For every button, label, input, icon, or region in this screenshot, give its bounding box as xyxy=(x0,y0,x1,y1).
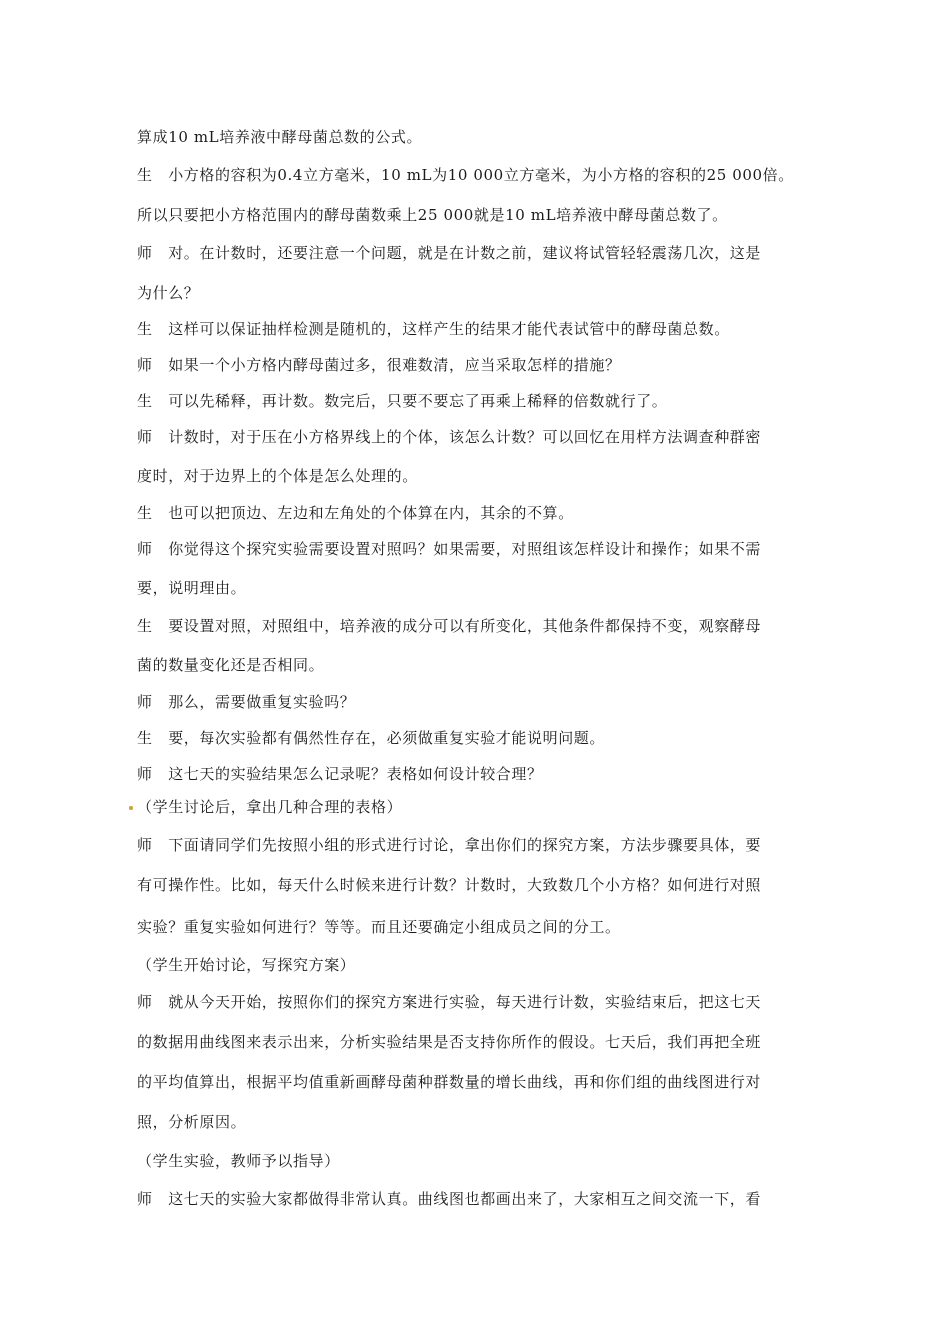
dialogue-line-11: 生 也可以把顶边、左边和左角处的个体算在内，其余的不算。 xyxy=(137,504,574,522)
dialogue-line-12: 师 你觉得这个探究实验需要设置对照吗？如果需要，对照组该怎样设计和操作；如果不需 xyxy=(137,540,762,558)
dialogue-line-8: 生 可以先稀释，再计数。数完后，只要不要忘了再乘上稀释的倍数就行了。 xyxy=(137,392,668,410)
dialogue-line-14: 生 要设置对照，对照组中，培养液的成分可以有所变化，其他条件都保持不变，观察酵母 xyxy=(137,617,762,635)
dialogue-line-4: 师 对。在计数时，还要注意一个问题，就是在计数之前，建议将试管轻轻震荡几次，这是 xyxy=(137,244,762,262)
stage-direction-28: （学生实验，教师予以指导） xyxy=(137,1152,340,1170)
text-line-3: 所以只要把小方格范围内的酵母菌数乘上25 000就是10 mL培养液中酵母菌总数了。 xyxy=(137,206,728,224)
dialogue-line-7: 师 如果一个小方格内酵母菌过多，很难数清，应当采取怎样的措施？ xyxy=(137,356,621,374)
dialogue-line-24: 师 就从今天开始，按照你们的探究方案进行实验，每天进行计数，实验结束后，把这七天 xyxy=(137,993,762,1011)
dialogue-line-17: 生 要，每次实验都有偶然性存在，必须做重复实验才能说明问题。 xyxy=(137,729,606,747)
stage-direction-23: （学生开始讨论，写探究方案） xyxy=(137,956,356,974)
text-line-15: 菌的数量变化还是否相同。 xyxy=(137,656,325,674)
dialogue-line-6: 生 这样可以保证抽样检测是随机的，这样产生的结果才能代表试管中的酵母菌总数。 xyxy=(137,320,730,338)
dialogue-line-2: 生 小方格的容积为0.4立方毫米，10 mL为10 000立方毫米，为小方格的容积的25 000倍。 xyxy=(137,166,794,184)
dialogue-line-16: 师 那么，需要做重复实验吗？ xyxy=(137,693,356,711)
margin-dot-mark xyxy=(129,806,133,810)
text-line-5: 为什么？ xyxy=(137,284,200,302)
text-line-21: 有可操作性。比如，每天什么时候来进行计数？计数时，大致数几个小方格？如何进行对照 xyxy=(137,876,762,894)
dialogue-line-9: 师 计数时，对于压在小方格界线上的个体，该怎么计数？可以回忆在用样方法调查种群密 xyxy=(137,428,762,446)
text-line-27: 照，分析原因。 xyxy=(137,1113,247,1131)
dialogue-line-29: 师 这七天的实验大家都做得非常认真。曲线图也都画出来了，大家相互之间交流一下，看 xyxy=(137,1190,762,1208)
text-line-13: 要，说明理由。 xyxy=(137,579,247,597)
dialogue-line-18: 师 这七天的实验结果怎么记录呢？表格如何设计较合理？ xyxy=(137,765,543,783)
text-line-26: 的平均值算出，根据平均值重新画酵母菌种群数量的增长曲线，再和你们组的曲线图进行对 xyxy=(137,1073,762,1091)
dialogue-line-20: 师 下面请同学们先按照小组的形式进行讨论，拿出你们的探究方案，方法步骤要具体，要 xyxy=(137,836,762,854)
text-line-1: 算成10 mL培养液中酵母菌总数的公式。 xyxy=(137,128,423,146)
text-line-25: 的数据用曲线图来表示出来，分析实验结果是否支持你所作的假设。七天后，我们再把全班 xyxy=(137,1033,762,1051)
text-line-10: 度时，对于边界上的个体是怎么处理的。 xyxy=(137,467,418,485)
stage-direction-19: （学生讨论后，拿出几种合理的表格） xyxy=(137,798,403,816)
text-line-22: 实验？重复实验如何进行？等等。而且还要确定小组成员之间的分工。 xyxy=(137,918,621,936)
